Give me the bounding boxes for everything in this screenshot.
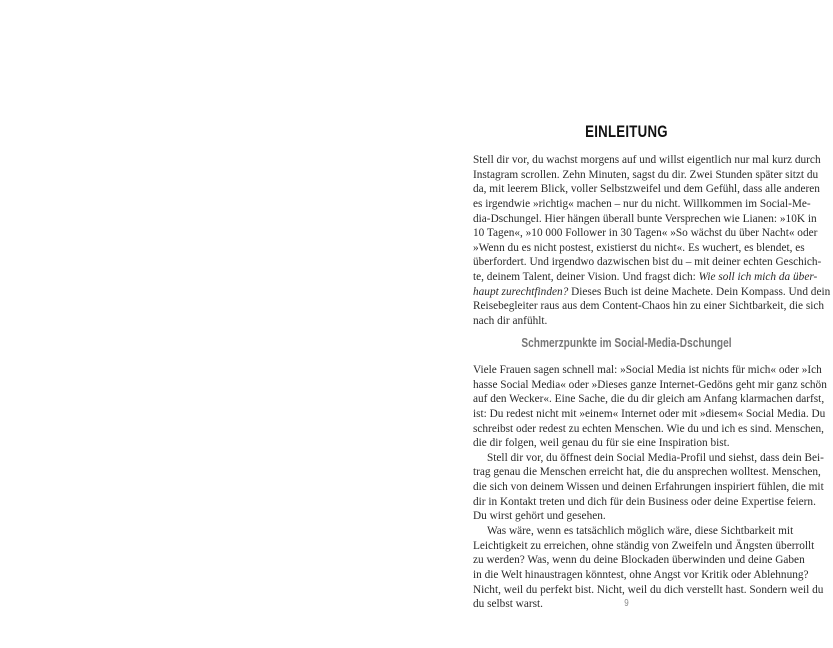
text-line: da, mit leerem Blick, voller Selbstzweifel und dem Gefühl, dass alle anderen <box>473 183 820 196</box>
text-line: hasse Social Media« oder »Dieses ganze Internet-Gedöns geht mir ganz schön <box>473 378 827 391</box>
chapter-title: EINLEITUNG <box>585 122 668 141</box>
section-title: Schmerzpunkte im Social-Media-Dschungel <box>521 335 732 350</box>
text-line: überfordert. Und irgendwo dazwischen bist du – mit deiner echten Geschich- <box>473 256 822 269</box>
italic-question: haupt zurechtfinden? <box>473 285 569 298</box>
text-line: Nicht, weil du perfekt bist. Nicht, weil du dich verstellt hast. Sondern weil du <box>473 583 824 596</box>
text-line: 10 Tagen«, »10 000 Follower in 30 Tagen« »So wächst du über Nacht« oder <box>473 227 818 240</box>
right-page <box>416 0 833 648</box>
text-line: dir in Kontakt treten und dich für dein Business oder deine Expertise feiern. <box>473 495 816 508</box>
text-line: du selbst warst. <box>473 598 543 611</box>
text-line: auf den Wecker«. Eine Sache, die du dir gleich am Anfang klarmachen darfst, <box>473 393 825 406</box>
text-line <box>473 285 831 300</box>
text-line: ist: Du redest nicht mit »einem« Internet oder mit »diesem« Social Media. Du <box>473 407 826 420</box>
text-line: die sich von deinem Wissen und deinen Erfahrungen inspiriert fühlen, die mit <box>473 481 824 494</box>
text-line: Instagram scrollen. Zehn Minuten, sagst du dir. Zwei Stunden später sitzt du <box>473 168 819 181</box>
text-line: es irgendwie »richtig« machen – nur du nicht. Willkommen im Social-Me- <box>473 197 811 210</box>
text-line: Stell dir vor, du öffnest dein Social Media-Profil und siehst, dass dein Bei- <box>487 451 824 464</box>
italic-question: Wie soll ich mich da über- <box>698 271 818 284</box>
page-number: 9 <box>624 598 629 609</box>
text-line: trag genau die Menschen erreicht hat, die du ansprechen wolltest. Menschen, <box>473 466 821 479</box>
text-line: Du wirst gehört und gesehen. <box>473 510 606 523</box>
text-run: te, deinem Talent, deiner Vision. Und fragst dich: <box>473 271 699 284</box>
text-line: die dir folgen, weil genau du für sie eine Inspiration bist. <box>473 437 730 450</box>
text-line: dia-Dschungel. Hier hängen überall bunte Versprechen wie Lianen: »10K in <box>473 212 817 225</box>
intro-paragraph <box>473 153 831 329</box>
text-run: Dieses Buch ist deine Machete. Dein Kompass. Und dein <box>568 285 831 298</box>
left-page-blank <box>0 0 416 648</box>
text-line: Stell dir vor, du wachst morgens auf und willst eigentlich nur mal kurz durch <box>473 154 821 166</box>
text-line: Was wäre, wenn es tatsächlich möglich wäre, diese Sichtbarkeit mit <box>487 525 794 538</box>
text-line: Leichtigkeit zu erreichen, ohne ständig von Zweifeln und Ängsten überrollt <box>473 539 815 552</box>
text-line: nach dir anfühlt. <box>473 315 548 328</box>
section-body <box>473 363 827 612</box>
text-line: zu werden? Was, wenn du deine Blockaden überwinden und deine Gaben <box>473 554 805 567</box>
text-line: »Wenn du es nicht postest, existierst du nicht«. Es wuchert, es blendet, es <box>473 241 805 254</box>
text-line <box>473 270 818 285</box>
text-line: Reisebegleiter raus aus dem Content-Chaos hin zu einer Sichtbarkeit, die sich <box>473 300 825 313</box>
text-line: schreibst oder redest zu echten Menschen. Wie du und ich es sind. Menschen, <box>473 422 825 435</box>
text-line: Viele Frauen sagen schnell mal: »Social Media ist nichts für mich« oder »Ich <box>473 364 822 376</box>
text-line: in die Welt hinaustragen könntest, ohne Angst vor Kritik oder Ablehnung? <box>473 568 809 581</box>
